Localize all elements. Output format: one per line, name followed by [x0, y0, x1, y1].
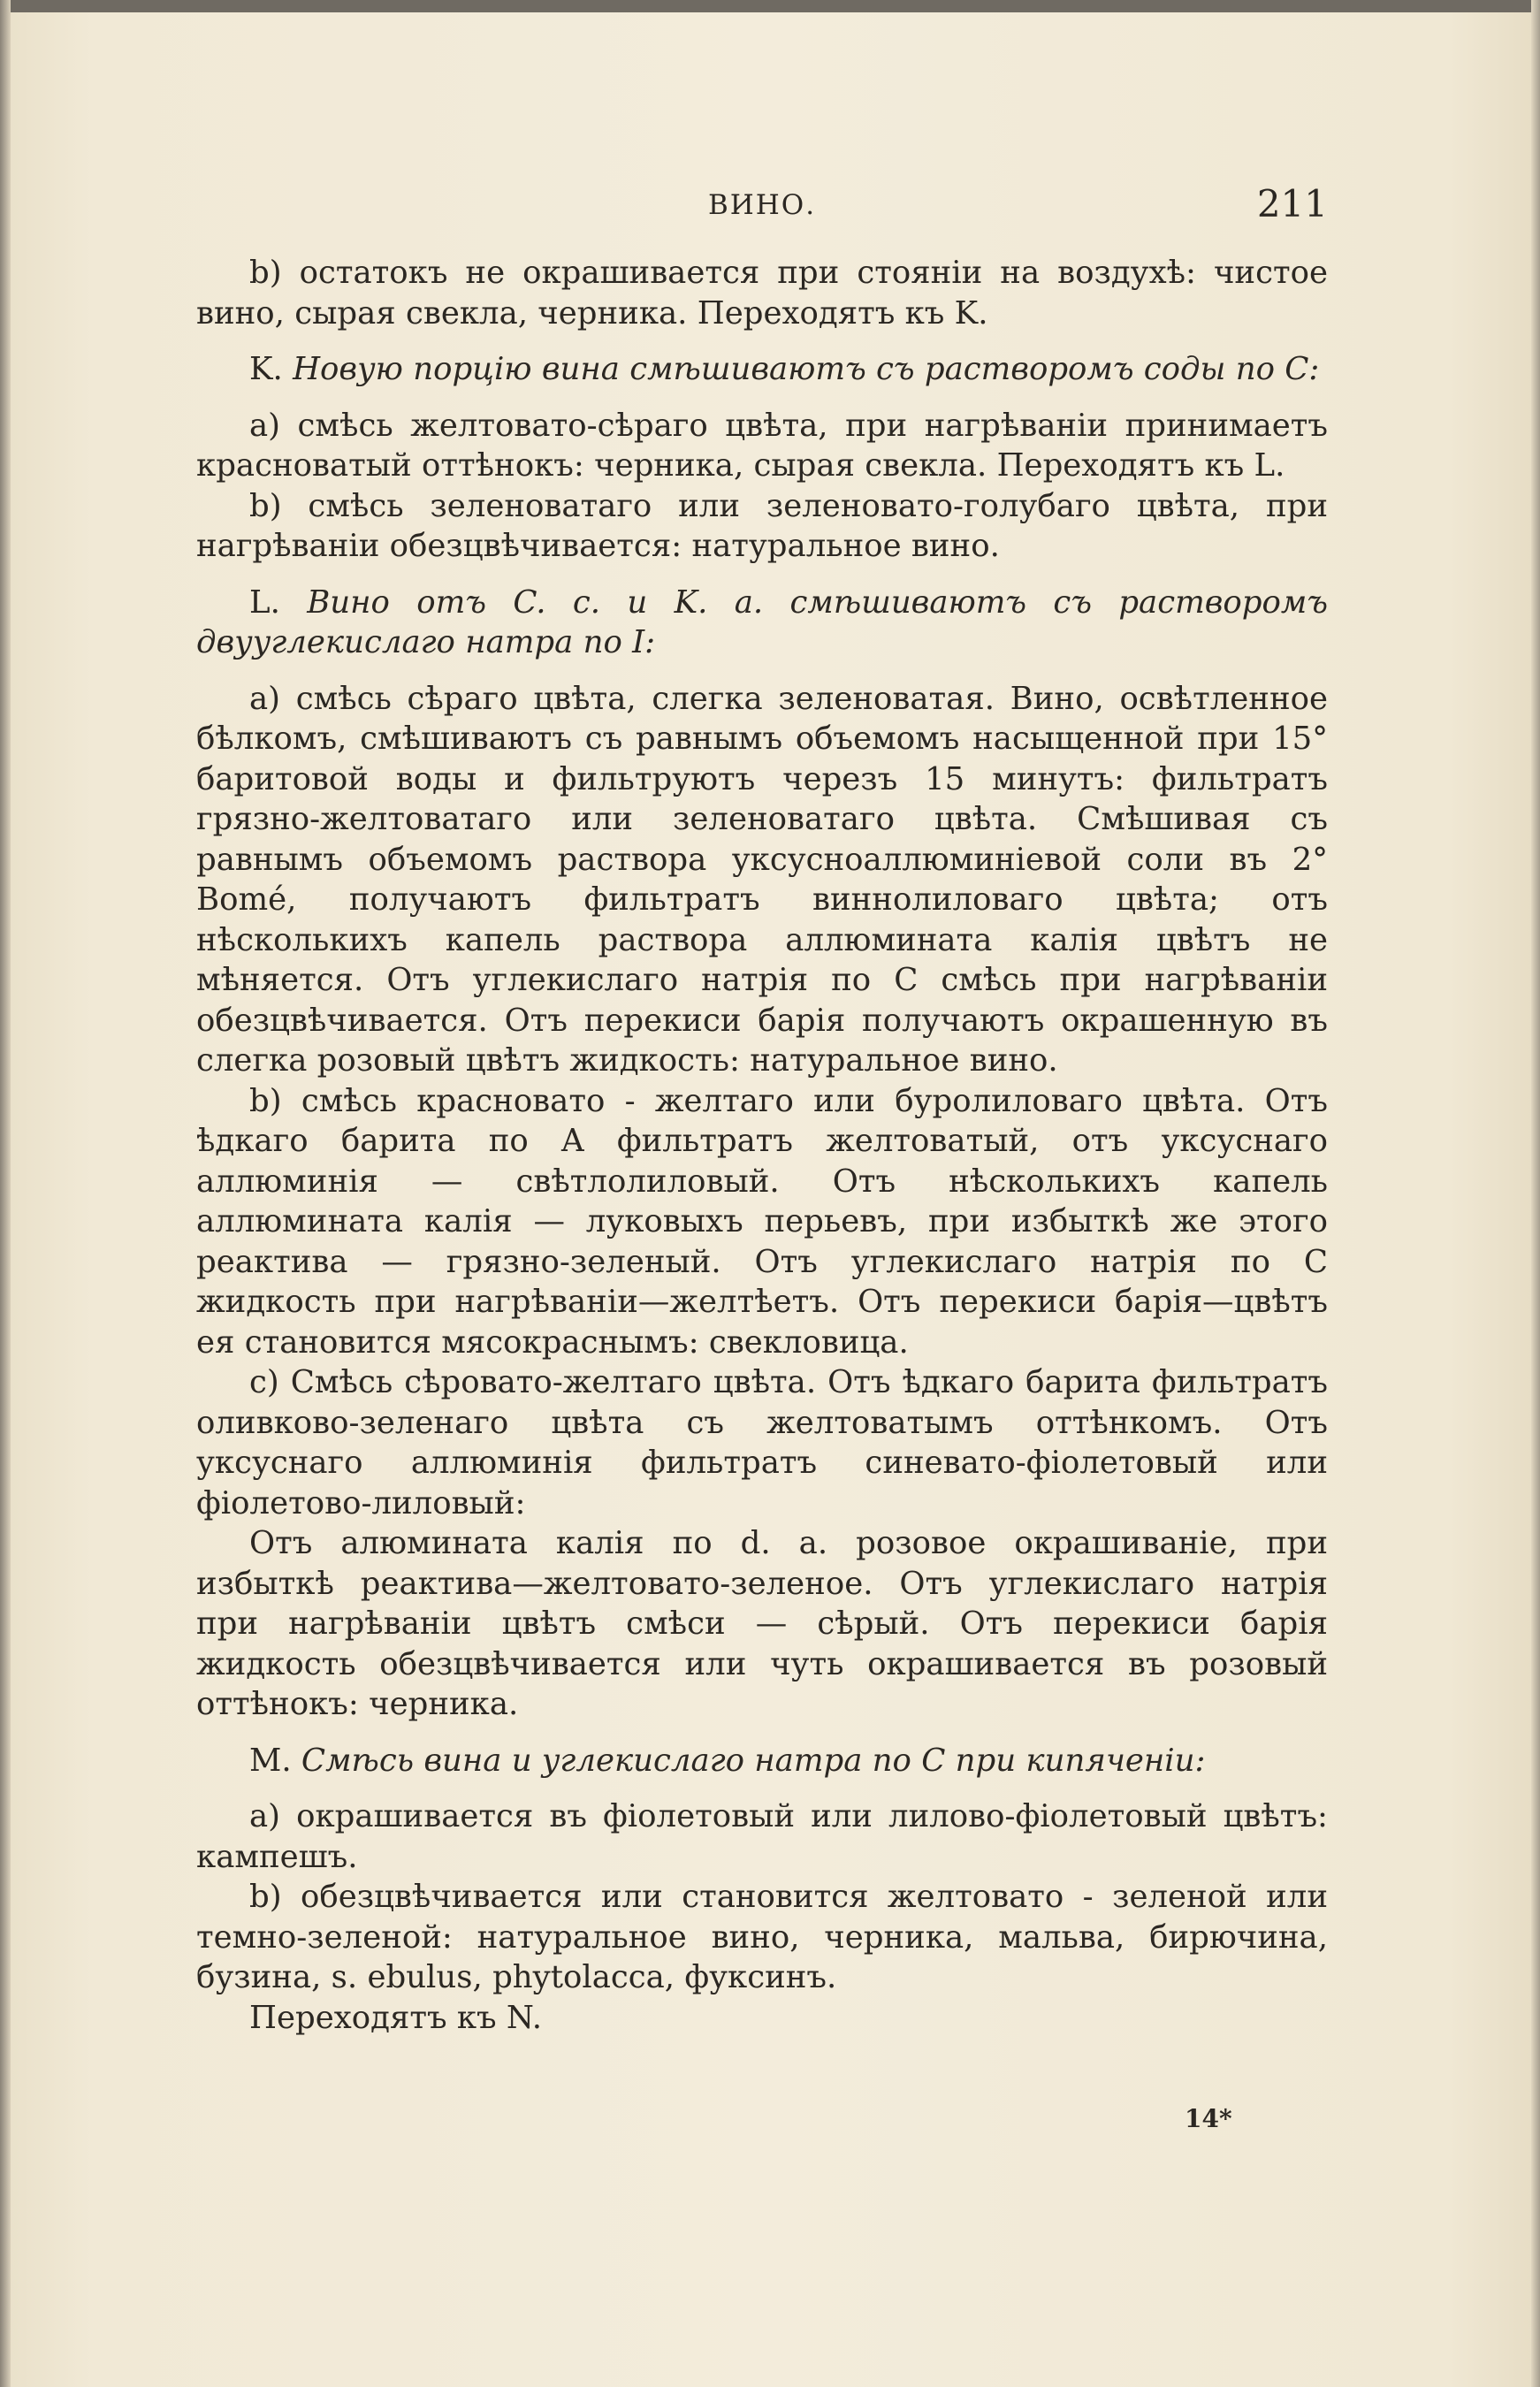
running-title: ВИНО.	[707, 189, 817, 221]
paragraph-section-k	[196, 349, 1328, 390]
section-heading: Вино отъ C. c. и K. a. смѣшиваютъ съ растворомъ двууглекислаго натра по I:	[196, 583, 1328, 660]
paragraph-kb: b) остатокъ не окрашивается при стоянiи на воздухѣ: чистое вино, сырая свекла, черника. Переходятъ къ K.	[196, 255, 1328, 332]
paragraph-la: a) смѣсь сѣраго цвѣта, слегка зеленоватая. Вино, освѣтленное бѣлкомъ, смѣшиваютъ съ равнымъ объемомъ насыщенной при 15° баритовой воды и фильтруютъ черезъ 15 минутъ: фильтратъ грязно-желтоватаго или зеленоватаго цвѣта. Смѣшивая съ равнымъ объемомъ раствора уксусноаллюминiевой соли въ 2° Bomé, получаютъ фильтратъ виннолиловаго цвѣта; отъ нѣсколькихъ капель раствора аллюмината калiя цвѣтъ не мѣняется. Отъ углекислаго натрiя по C смѣсь при нагрѣванiи обезцвѣчивается. Отъ перекиси барiя получаютъ окрашенную въ слегка розовый цвѣтъ жидкость: натуральное вино.	[196, 680, 1328, 1079]
paragraph-kb2: b) смѣсь зеленоватаго или зеленовато-голубаго цвѣта, при нагрѣванiи обезцвѣчивается: натуральное вино.	[196, 487, 1328, 564]
page-number: 211	[1256, 182, 1328, 225]
body-text	[196, 253, 1328, 2038]
section-heading: Новую порцiю вина смѣшиваютъ съ растворомъ соды по C:	[293, 351, 1320, 387]
paragraph-section-m	[196, 1741, 1328, 1781]
paragraph-next: Переходятъ къ N.	[249, 1999, 542, 2036]
paragraph-section-l	[196, 583, 1328, 663]
section-letter: L.	[249, 583, 308, 621]
paragraph-ka: a) смѣсь желтовато-сѣраго цвѣта, при нагрѣванiи принимаетъ красноватый оттѣнокъ: черника, сырая свекла. Переходятъ къ L.	[196, 407, 1328, 484]
paragraph-lc: c) Смѣсь сѣровато-желтаго цвѣта. Отъ ѣдкаго барита фильтратъ оливково-зеленаго цвѣта съ желтоватымъ оттѣнкомъ. Отъ уксуснаго аллюминiя фильтратъ синевато-фiолетовый или фiолетово-лиловый:	[196, 1364, 1328, 1521]
paragraph-ma: a) окрашивается въ фiолетовый или лилово-фiолетовый цвѣтъ: кампешъ.	[196, 1798, 1328, 1875]
signature-mark: 14*	[1185, 2104, 1232, 2133]
paragraph-lb: b) смѣсь красновато - желтаго или буролиловаго цвѣта. Отъ ѣдкаго барита по A фильтратъ желтоватый, отъ уксуснаго аллюминiя — свѣтлолиловый. Отъ нѣсколькихъ капель аллюмината калiя — луковыхъ перьевъ, при избыткѣ же этого реактива — грязно-зеленый. Отъ углекислаго натрiя по C жидкость при нагрѣванiи—желтѣетъ. Отъ перекиси барiя—цвѣтъ ея становится мясокраснымъ: свекловица.	[196, 1082, 1328, 1361]
paragraph-lc2: Отъ алюмината калiя по d. a. розовое окрашиванiе, при избыткѣ реактива—желтовато-зеленое. Отъ углекислаго натрiя при нагрѣванiи цвѣтъ смѣси — сѣрый. Отъ перекиси барiя жидкость обезцвѣчивается или чуть окрашивается въ розовый оттѣнокъ: черника.	[196, 1525, 1328, 1722]
paragraph-mb: b) обезцвѣчивается или становится желтовато - зеленой или темно-зеленой: натуральное вино, черника, мальва, бирючина, бузина, s. ebulus, phytolacca, фуксинъ.	[196, 1879, 1328, 1995]
section-letter: M.	[249, 1742, 301, 1779]
scan-right-edge	[1531, 0, 1540, 2387]
section-letter: K.	[249, 351, 294, 387]
scan-top-edge	[0, 0, 1540, 12]
page-header	[196, 177, 1328, 239]
scan-left-edge	[0, 0, 11, 2387]
section-heading: Смѣсь вина и углекислаго натра по C при кипяченiи:	[301, 1742, 1206, 1779]
